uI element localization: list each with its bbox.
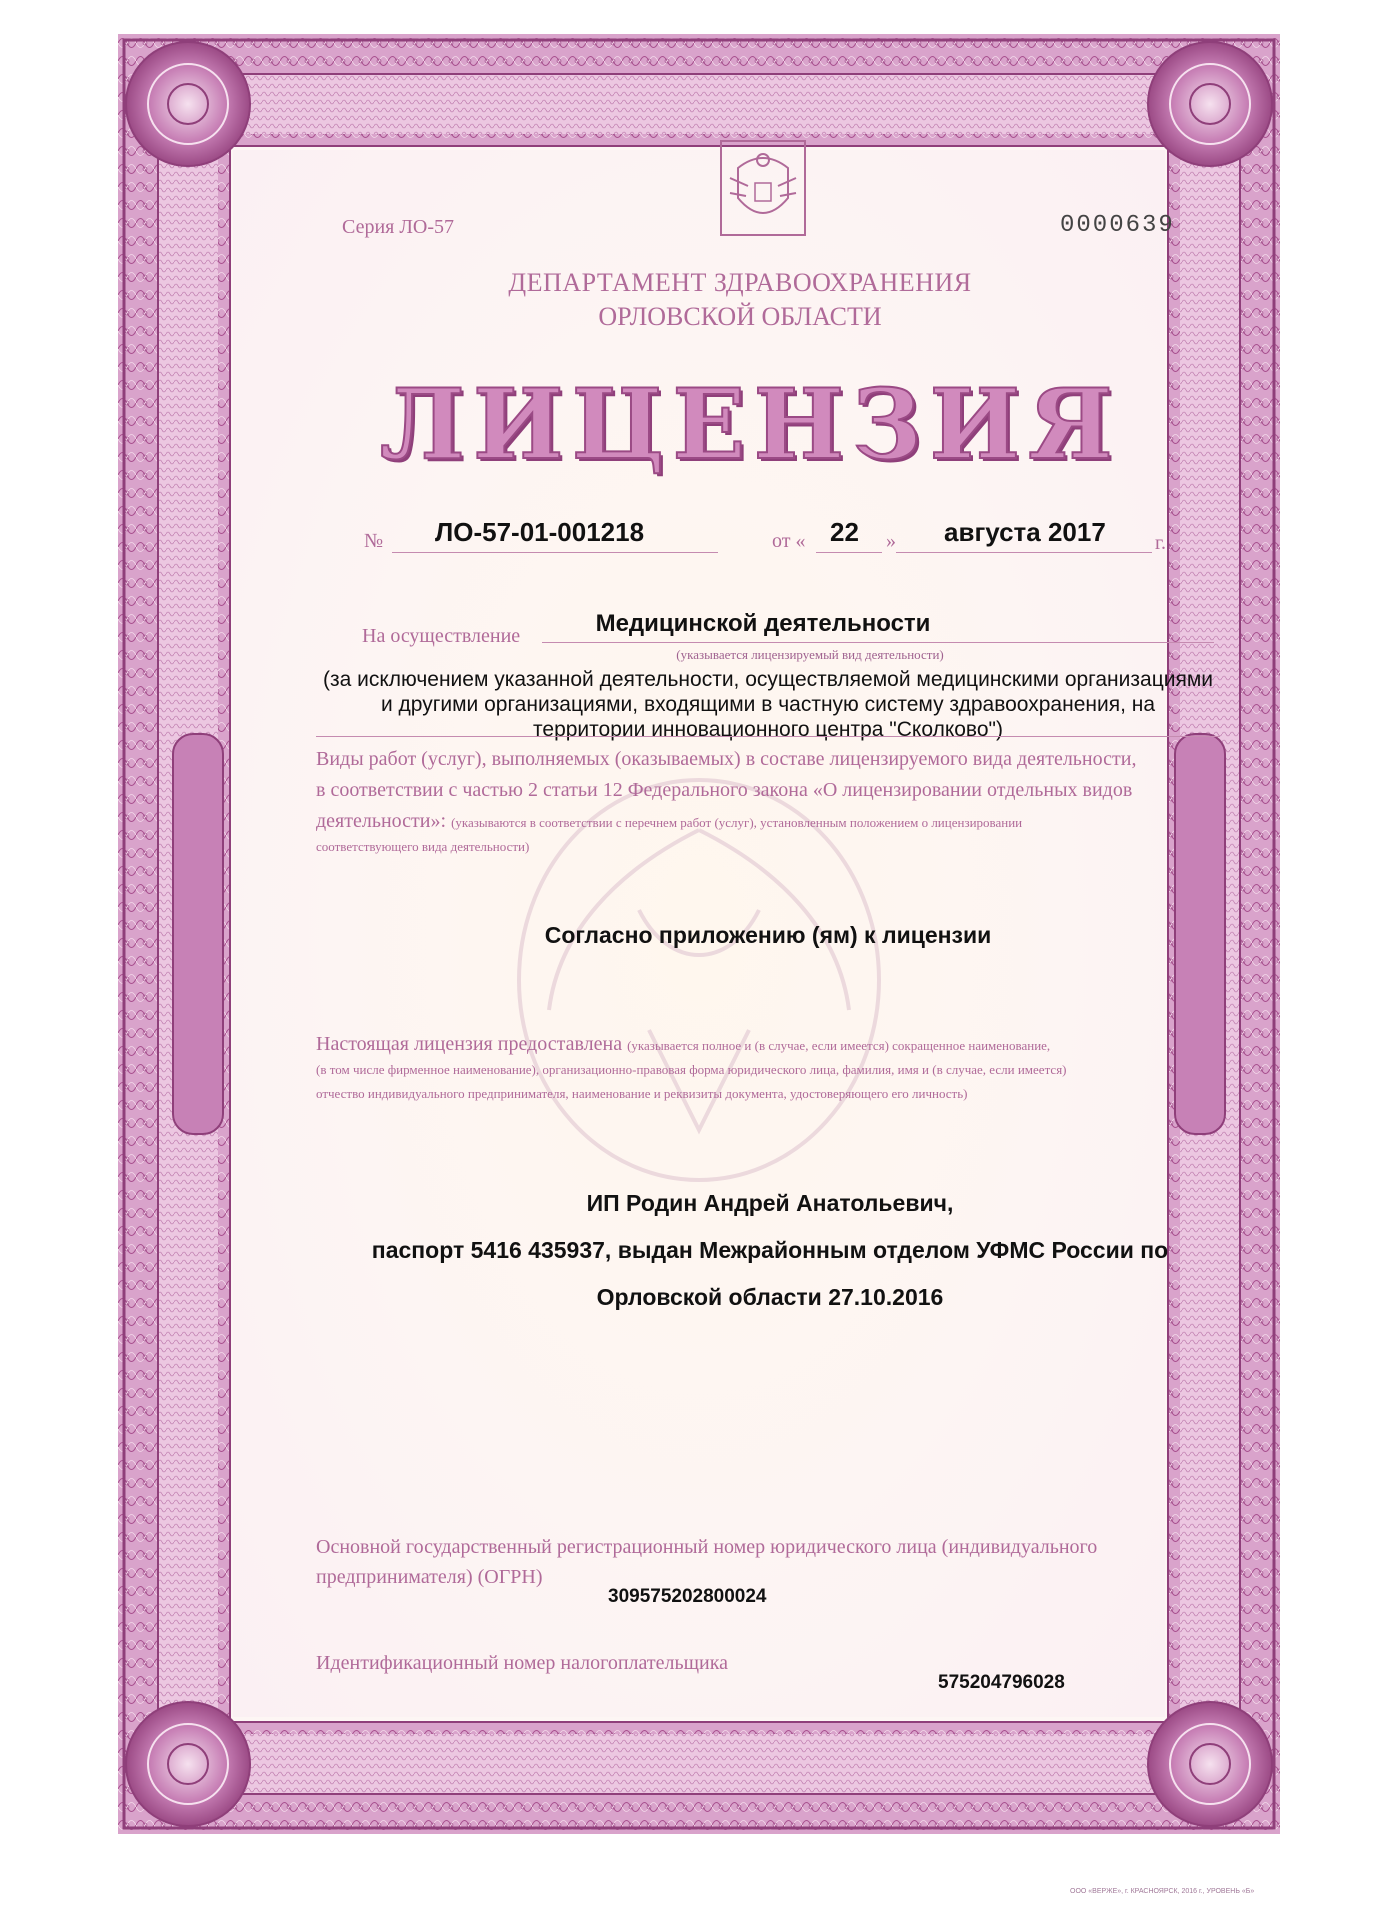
printer-note: ООО «ВЕРЖЕ», г. КРАСНОЯРСК, 2016 г., УРОВЕНЬ «Б»	[1070, 1888, 1255, 1895]
corner-rosette-icon	[126, 1702, 250, 1826]
licensee-name-line-1: ИП Родин Андрей Анатольевич,	[586, 1190, 954, 1216]
exclusion-line	[316, 736, 1220, 737]
ogrn-label-line-2: предпринимателя) (ОГРН)	[316, 1566, 543, 1588]
activity-line	[542, 642, 1214, 643]
licensee-label: Настоящая лицензия предоставлена	[316, 1033, 623, 1055]
serial-number: 0000639	[1060, 212, 1175, 239]
series-label: Серия ЛО-57	[342, 216, 455, 238]
licensee-note-1: (указывается полное и (в случае, если имеется) сокращенное наименование,	[627, 1038, 1051, 1053]
corner-rosette-icon	[126, 42, 250, 166]
activity-exclusion	[280, 667, 1256, 742]
corner-rosette-icon	[1148, 1702, 1272, 1826]
month-line	[896, 552, 1152, 553]
corner-rosette-icon	[1148, 42, 1272, 166]
coat-of-arms-icon	[718, 138, 808, 238]
license-day: 22	[830, 517, 859, 547]
ogrn-label-line-1: Основной государственный регистрационный номер юридического лица (индивидуального	[316, 1536, 1098, 1558]
licensee-name-line-3: Орловской области 27.10.2016	[596, 1284, 944, 1310]
works-text	[316, 744, 1220, 856]
licensee-name	[260, 1180, 1280, 1321]
licensee-note-3: отчество индивидуального предпринимателя, наименование и реквизиты документа, удостоверяющего его личность)	[316, 1086, 968, 1101]
ogrn-value: 309575202800024	[608, 1586, 767, 1607]
works-line-3-main: деятельности»:	[316, 810, 447, 832]
authority-line2: ОРЛОВСКОЙ ОБЛАСТИ	[598, 302, 882, 331]
works-line-1: Виды работ (услуг), выполняемых (оказываемых) в составе лицензируемого вида деятельности,	[316, 748, 1137, 770]
inn-value: 575204796028	[938, 1672, 1065, 1693]
number-label: №	[364, 530, 384, 552]
quote-close: »	[886, 530, 896, 552]
works-value: Согласно приложению (ям) к лицензии	[544, 922, 992, 948]
inn-label: Идентификационный номер налогоплательщика	[316, 1652, 729, 1674]
licensee-name-line-2: паспорт 5416 435937, выдан Межрайонным отделом УФМС России по	[371, 1237, 1169, 1263]
number-line	[392, 552, 718, 553]
works-line-2: в соответствии с частью 2 статьи 12 Федерального закона «О лицензировании отдельных видов	[316, 779, 1133, 801]
works-line-3	[316, 806, 1220, 838]
exclusion-line-2: и другими организациями, входящими в частную систему здравоохранения, на	[380, 693, 1156, 716]
licensee-note-2: (в том числе фирменное наименование), организационно-правовая форма юридического лица, фамилия, имя и (в случае, если имеется)	[316, 1062, 1067, 1077]
activity-label: На осуществление	[362, 625, 521, 647]
year-suffix: г.	[1155, 532, 1166, 554]
day-line	[816, 552, 882, 553]
license-month-year: августа 2017	[944, 517, 1106, 547]
exclusion-line-3: территории инновационного центра "Сколково")	[533, 718, 1003, 741]
works-line-3-note: (указываются в соответствии с перечнем работ (услуг), установленным положением о лицензировании	[451, 815, 1023, 830]
ogrn-label	[316, 1532, 1220, 1592]
date-from-label: от «	[772, 530, 806, 552]
licensee-text	[316, 1032, 1220, 1106]
licensee-line-1	[316, 1032, 1220, 1058]
exclusion-line-1: (за исключением указанной деятельности, осуществляемой медицинскими организациями	[323, 668, 1213, 691]
document-title: ЛИЦЕНЗИЯ	[380, 368, 1121, 481]
activity-hint: (указывается лицензируемый вид деятельности)	[676, 647, 944, 662]
works-line-4-note: соответствующего вида деятельности)	[316, 839, 530, 854]
activity-value: Медицинской деятельности	[595, 610, 931, 637]
license-number: ЛО-57-01-001218	[435, 517, 645, 547]
authority-line1: ДЕПАРТАМЕНТ ЗДРАВООХРАНЕНИЯ	[508, 268, 972, 297]
